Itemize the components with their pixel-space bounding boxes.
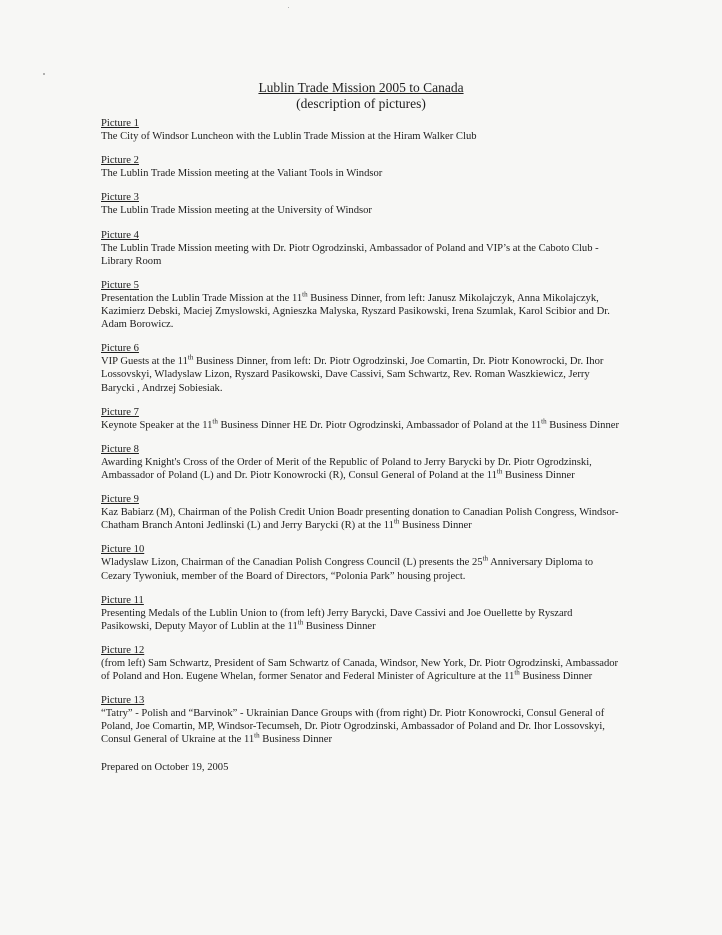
- picture-label: Picture 8: [101, 443, 139, 455]
- scan-speck: [288, 7, 289, 8]
- description-text: Business Dinner HE Dr. Piotr Ogrodzinski, Ambassador of Poland at the 11: [217, 419, 542, 431]
- picture-description: [101, 419, 621, 432]
- description-text: Presentation the Lublin Trade Mission at the 11: [101, 292, 303, 304]
- ordinal-suffix: th: [297, 618, 304, 627]
- picture-description: [101, 506, 621, 532]
- description-text: Keynote Speaker at the 11: [101, 419, 213, 431]
- picture-label: Picture 4: [101, 229, 139, 241]
- picture-description: [101, 355, 621, 394]
- description-text: (from left) Sam Schwartz, President of Sam Schwartz of Canada, Windsor, New York, Dr. Piotr Ogrodzinski, Ambassador of Poland and Hon. Eugene Whelan, former Senator and Federal Minister of Agriculture at the 11: [101, 658, 619, 683]
- picture-label: Picture 2: [101, 155, 139, 167]
- picture-description: [101, 292, 621, 331]
- description-text: Business Dinner: [546, 419, 619, 431]
- description-text: Presenting Medals of the Lublin Union to (from left) Jerry Barycki, Dave Cassivi and Joe Ouellette by Ryszard Pasikowski, Deputy Mayor of Lublin at the 11: [101, 607, 573, 632]
- description-text: Business Dinner: [259, 734, 333, 746]
- title-block: [0, 80, 722, 111]
- scan-speck: [43, 73, 45, 75]
- ordinal-suffix: th: [302, 290, 308, 299]
- picture-description: [101, 456, 621, 482]
- description-text: Kaz Babiarz (M), Chairman of the Polish Credit Union Boadr presenting donation to Canadian Polish Congress, Windsor-Chatham Branch Antoni Jedlinski (L) and Jerry Barycki (R) at the 11: [101, 507, 619, 532]
- description-text: The Lublin Trade Mission meeting at the University of Windsor: [101, 205, 372, 217]
- description-text: VIP Guests at the 11: [101, 356, 188, 368]
- description-text: Awarding Knight's Cross of the Order of Merit of the Republic of Poland to Jerry Barycki by Dr. Piotr Ogrodzinski, Ambassador of Poland (L) and Dr. Piotr Konowrocki (R), Consul General of Poland at the 11: [101, 456, 592, 481]
- picture-entry: [101, 493, 621, 532]
- picture-description: [101, 204, 621, 217]
- document-subtitle: (description of pictures): [296, 95, 426, 111]
- description-text: “Tatry” - Polish and “Barvinok” - Ukrainian Dance Groups with (from right) Dr. Piotr Konowrocki, Consul General of Poland, Joe Comartin, MP, Windsor-Tecumseh, Dr. Piotr Ogrodzinski, Ambassador of Poland and Dr. Ihor Lossovskyi, Consul General of Ukraine at the 11: [101, 708, 605, 746]
- picture-entries: [101, 117, 621, 747]
- picture-entry: [101, 543, 621, 582]
- picture-entry: [101, 117, 621, 143]
- picture-label: Picture 11: [101, 594, 144, 606]
- description-text: Business Dinner: [303, 620, 376, 632]
- picture-label: Picture 7: [101, 406, 139, 418]
- ordinal-suffix: th: [541, 417, 547, 426]
- picture-label: Picture 1: [101, 118, 139, 129]
- picture-description: [101, 707, 621, 746]
- picture-description: [101, 657, 621, 683]
- description-text: Business Dinner, from left: Janusz Mikolajczyk, Anna Mikolajczyk, Kazimierz Debski, Maciej Zmyslowski, Agnieszka Malyska, Ryszard Pasikowski, Irena Szumlak, Karol Scibior and Dr. Adam Borowicz.: [101, 292, 610, 331]
- ordinal-suffix: th: [514, 668, 520, 677]
- description-text: Business Dinner: [399, 520, 472, 532]
- description-text: Business Dinner, from left: Dr. Piotr Ogrodzinski, Joe Comartin, Dr. Piotr Konowrocki, Dr. Ihor Lossovskyi, Wladyslaw Lizon, Ryszard Pasikowski, Dave Cassivi, Sam Schwartz, Rev. Roman Waszkiewicz, Jerry Barycki , Andrzej Sobiesiak.: [101, 356, 604, 394]
- ordinal-suffix: th: [496, 467, 503, 476]
- description-text: Business Dinner: [519, 671, 593, 683]
- description-text: The City of Windsor Luncheon with the Lublin Trade Mission at the Hiram Walker Club: [101, 131, 477, 143]
- picture-list: [101, 117, 621, 774]
- picture-description: [101, 167, 621, 180]
- picture-entry: [101, 154, 621, 180]
- picture-description: [101, 556, 621, 582]
- picture-entry: [101, 694, 621, 746]
- picture-entry: [101, 594, 621, 633]
- picture-label: Picture 3: [101, 192, 139, 204]
- picture-entry: [101, 279, 621, 331]
- picture-entry: [101, 229, 621, 268]
- picture-label: Picture 13: [101, 695, 145, 707]
- document-title: Lublin Trade Mission 2005 to Canada: [258, 80, 464, 95]
- picture-description: [101, 607, 621, 633]
- ordinal-suffix: th: [482, 554, 489, 563]
- ordinal-suffix: th: [393, 517, 400, 526]
- picture-entry: [101, 406, 621, 432]
- description-text: The Lublin Trade Mission meeting at the Valiant Tools in Windsor: [101, 168, 383, 180]
- description-text: Anniversary Diploma to Cezary Tywoniuk, member of the Board of Directors, “Polonia Park” housing project.: [101, 557, 594, 582]
- ordinal-suffix: th: [254, 731, 260, 740]
- picture-entry: [101, 443, 621, 482]
- picture-description: [101, 242, 621, 268]
- description-text: Wladyslaw Lizon, Chairman of the Canadian Polish Congress Council (L) presents the 25: [101, 557, 483, 569]
- picture-label: Picture 10: [101, 544, 145, 556]
- description-text: Business Dinner: [502, 469, 575, 481]
- picture-entry: [101, 342, 621, 394]
- picture-entry: [101, 191, 621, 217]
- picture-label: Picture 12: [101, 644, 145, 656]
- picture-label: Picture 5: [101, 279, 139, 291]
- picture-label: Picture 6: [101, 343, 139, 355]
- ordinal-suffix: th: [212, 417, 218, 426]
- prepared-date: Prepared on October 19, 2005: [101, 761, 229, 773]
- picture-label: Picture 9: [101, 494, 139, 506]
- ordinal-suffix: th: [187, 353, 194, 362]
- description-text: The Lublin Trade Mission meeting with Dr. Piotr Ogrodzinski, Ambassador of Poland and VIP’s at the Caboto Club - Library Room: [101, 242, 599, 267]
- picture-description: [101, 130, 621, 143]
- picture-entry: [101, 644, 621, 683]
